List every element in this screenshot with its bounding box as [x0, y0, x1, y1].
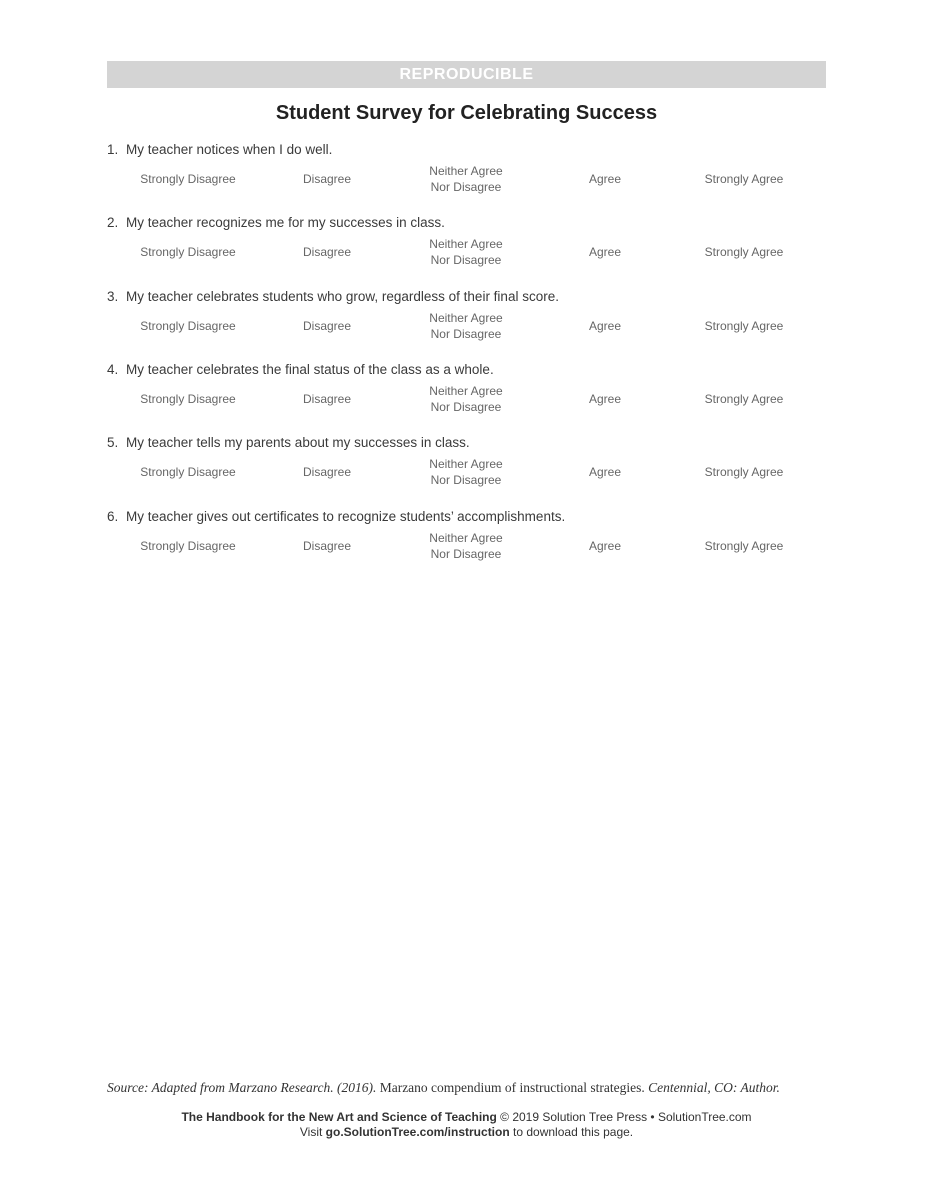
- question-text: [107, 435, 470, 450]
- option-neither-line2: Nor Disagree: [430, 253, 502, 267]
- option-neither-line1: Neither Agree: [429, 311, 503, 325]
- question-number: 4.: [107, 362, 119, 377]
- option-disagree[interactable]: Disagree: [302, 319, 352, 333]
- source-work: Marzano compendium of instructional strategies.: [379, 1080, 645, 1095]
- option-agree[interactable]: Agree: [588, 319, 622, 333]
- option-disagree[interactable]: Disagree: [302, 392, 352, 406]
- question-number: 3.: [107, 289, 119, 304]
- option-strongly-disagree[interactable]: Strongly Disagree: [140, 539, 236, 553]
- survey-question-2: [107, 215, 826, 275]
- option-disagree[interactable]: Disagree: [302, 245, 352, 259]
- option-agree[interactable]: Agree: [588, 465, 622, 479]
- source-suffix: Centennial, CO: Author.: [648, 1080, 780, 1095]
- option-neither-line1: Neither Agree: [429, 384, 503, 398]
- question-label: My teacher celebrates students who grow, regardless of their final score.: [126, 289, 559, 304]
- option-neither-line2: Nor Disagree: [430, 547, 502, 561]
- footer-copyright: © 2019 Solution Tree Press • SolutionTree.com: [500, 1110, 752, 1124]
- question-number: 6.: [107, 509, 119, 524]
- source-citation: [107, 1080, 780, 1096]
- option-strongly-agree[interactable]: Strongly Agree: [704, 465, 784, 479]
- question-text: [107, 362, 494, 377]
- page-footer: [0, 1110, 933, 1140]
- question-label: My teacher recognizes me for my successes in class.: [126, 215, 445, 230]
- footer-line-1: [0, 1110, 933, 1125]
- question-number: 2.: [107, 215, 119, 230]
- footer-book-title: The Handbook for the New Art and Science of Teaching: [181, 1110, 497, 1124]
- question-text: [107, 215, 445, 230]
- option-strongly-agree[interactable]: Strongly Agree: [704, 392, 784, 406]
- option-strongly-disagree[interactable]: Strongly Disagree: [140, 392, 236, 406]
- option-neither-line2: Nor Disagree: [430, 327, 502, 341]
- option-disagree[interactable]: Disagree: [302, 172, 352, 186]
- option-disagree[interactable]: Disagree: [302, 465, 352, 479]
- question-number: 5.: [107, 435, 119, 450]
- option-disagree[interactable]: Disagree: [302, 539, 352, 553]
- option-strongly-disagree[interactable]: Strongly Disagree: [140, 245, 236, 259]
- source-prefix: Source: Adapted from Marzano Research. (2016).: [107, 1080, 377, 1095]
- option-neither-line1: Neither Agree: [429, 237, 503, 251]
- page-title: Student Survey for Celebrating Success: [275, 102, 658, 124]
- survey-question-3: [107, 289, 826, 349]
- option-agree[interactable]: Agree: [588, 392, 622, 406]
- option-neither[interactable]: [396, 163, 536, 195]
- survey-question-6: [107, 509, 826, 569]
- option-strongly-disagree[interactable]: Strongly Disagree: [140, 172, 236, 186]
- question-number: 1.: [107, 142, 119, 157]
- question-label: My teacher celebrates the final status of the class as a whole.: [126, 362, 494, 377]
- question-text: [107, 509, 565, 524]
- option-agree[interactable]: Agree: [588, 245, 622, 259]
- question-text: [107, 142, 332, 157]
- footer-visit: Visit: [299, 1125, 323, 1139]
- option-agree[interactable]: Agree: [588, 172, 622, 186]
- option-strongly-agree[interactable]: Strongly Agree: [704, 319, 784, 333]
- option-neither-line2: Nor Disagree: [430, 473, 502, 487]
- option-neither-line1: Neither Agree: [429, 531, 503, 545]
- option-strongly-disagree[interactable]: Strongly Disagree: [140, 319, 236, 333]
- survey-question-4: [107, 362, 826, 422]
- option-neither-line2: Nor Disagree: [430, 400, 502, 414]
- option-neither[interactable]: [396, 530, 536, 562]
- option-agree[interactable]: Agree: [588, 539, 622, 553]
- question-label: My teacher tells my parents about my successes in class.: [126, 435, 470, 450]
- option-strongly-agree[interactable]: Strongly Agree: [704, 539, 784, 553]
- option-neither[interactable]: [396, 456, 536, 488]
- footer-download: to download this page.: [513, 1125, 634, 1139]
- option-strongly-agree[interactable]: Strongly Agree: [704, 172, 784, 186]
- reproducible-banner: REPRODUCIBLE: [107, 61, 826, 88]
- question-label: My teacher gives out certificates to recognize students’ accomplishments.: [126, 509, 566, 524]
- question-label: My teacher notices when I do well.: [126, 142, 333, 157]
- footer-url-link[interactable]: go.SolutionTree.com/instruction: [325, 1125, 510, 1139]
- option-neither-line1: Neither Agree: [429, 457, 503, 471]
- option-strongly-agree[interactable]: Strongly Agree: [704, 245, 784, 259]
- option-neither[interactable]: [396, 236, 536, 268]
- survey-question-1: [107, 142, 826, 202]
- footer-line-2: [0, 1125, 933, 1140]
- question-text: [107, 289, 559, 304]
- option-neither-line2: Nor Disagree: [430, 180, 502, 194]
- survey-question-5: [107, 435, 826, 495]
- option-neither[interactable]: [396, 310, 536, 342]
- option-strongly-disagree[interactable]: Strongly Disagree: [140, 465, 236, 479]
- option-neither-line1: Neither Agree: [429, 164, 503, 178]
- option-neither[interactable]: [396, 383, 536, 415]
